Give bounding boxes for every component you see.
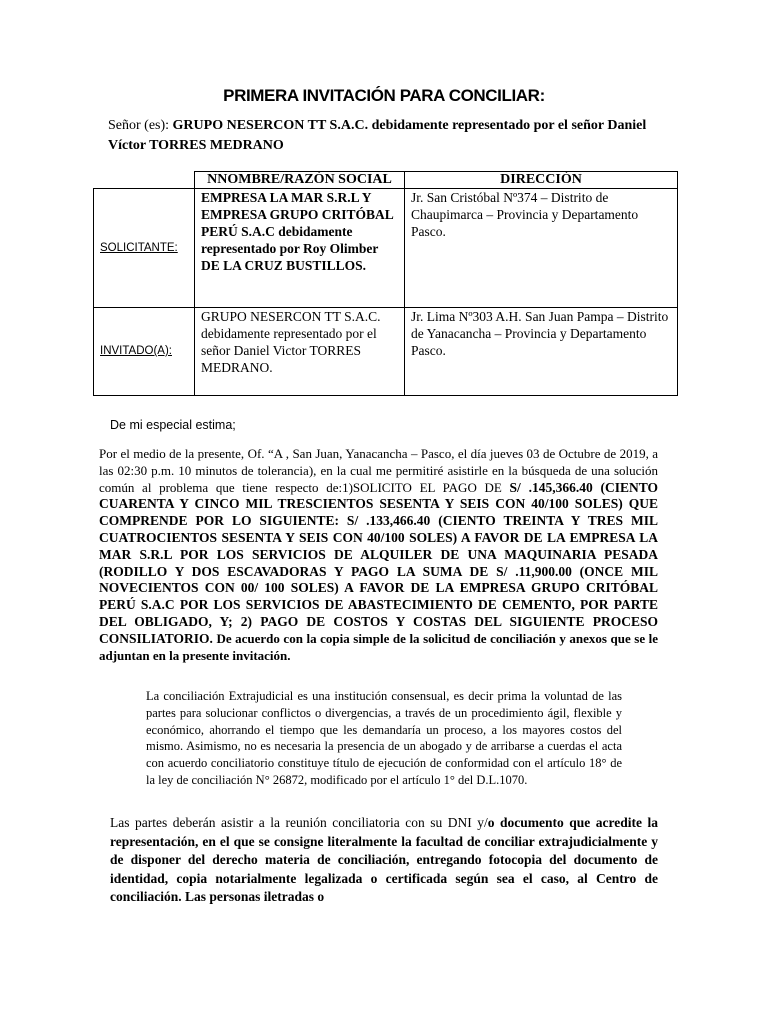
table-row (94, 189, 678, 308)
paragraph1-claim: S/ .145,366.40 (CIENTO CUARENTA Y CINCO MIL TRESCIENTOS SESENTA Y SEIS CON 40/100 SOLES) QUE COMPRENDE POR LO SIGUIENTE: S/ .133,466.40 (CIENTO TREINTA Y TRES MIL CUATROCIENTOS SESENTA Y SEIS CON 40/100 SOLES) A FAVOR DE LA EMPRESA LA MAR S.R.L POR LOS SERVICIOS DE ALQUILER DE UNA MAQUINARIA PESADA (RODILLO Y DOS ESCAVADORAS Y PAGO LA SUMA DE S/ .11,900.00 (ONCE MIL NOVECIENTOS CON 00/ 100 SOLES) A FAVOR DE LA EMPRESA GRUPO CRITÓBAL PERÚ S.A.C POR LOS SERVICIOS DE ABASTECIMIENTO DE CEMENTO, POR PARTE DEL OBLIGADO, Y; 2) PAGO DE COSTOS Y COSTAS DEL SIGUIENTE PROCESO CONSILIATORIO. (99, 479, 658, 646)
addressee-line (108, 116, 668, 156)
table-header-address: DIRECCIÓN (405, 172, 678, 189)
addressee-prefix: Señor (es): (108, 118, 173, 133)
row-label-solicitante: SOLICITANTE: (94, 189, 195, 308)
page-title: PRIMERA INVITACIÓN PARA CONCILIAR: (223, 86, 545, 105)
paragraph2-intro: Las partes deberán asistir a la reunión conciliatoria con su DNI y/ (110, 815, 488, 830)
paragraph2-bold: o documento que acredite la representación, en el que se consigne literalmente la facultad de conciliar extrajudicialmente y de disponer del derecho materia de conciliación, entregando fotocopia del documento de identidad, copia notarialmente legalizada o certificada según sea el caso, al Centro de conciliación. Las personas iletradas o (110, 815, 658, 905)
solicitante-address: Jr. San Cristóbal Nº374 – Distrito de Chaupimarca – Provincia y Departamento Pasco. (405, 189, 678, 308)
row-label-invitado: INVITADO(A): (94, 308, 195, 396)
table-header-blank (94, 172, 195, 189)
table-header-name: NNOMBRE/RAZÓN SOCIAL (195, 172, 405, 189)
table-row (94, 308, 678, 396)
paragraph1-closing: De acuerdo con la copia simple de la solicitud de conciliación y anexos que se le adjuntan en la presente invitación. (99, 630, 658, 663)
invitation-paragraph (99, 446, 658, 664)
addressee-name: GRUPO NESERCON TT S.A.C. debidamente representado por el señor Daniel Víctor TORRES MEDRANO (108, 118, 647, 153)
greeting: De mi especial estima; (110, 418, 236, 432)
solicitante-name: EMPRESA LA MAR S.R.L Y EMPRESA GRUPO CRITÓBAL PERÚ S.A.C debidamente representado por Roy Olimber DE LA CRUZ BUSTILLOS. (195, 189, 405, 308)
invitado-name: GRUPO NESERCON TT S.A.C. debidamente representado por el señor Daniel Victor TORRES MEDRANO. (195, 308, 405, 396)
parties-table (93, 171, 678, 396)
conciliation-quote: La conciliación Extrajudicial es una institución consensual, es decir prima la voluntad de las partes para solucionar conflictos o divergencias, a través de un procedimiento ágil, flexible y económico, ahorrando el tiempo que les demandaría un proceso, a los mayores costos del mismo. Asimismo, no es necesaria la presencia de un abogado y de arribarse a cuerdas el acta con acuerdo conciliatorio constituye título de ejecución de conformidad con el artículo 18° de la ley de conciliación N° 26872, modificado por el artículo 1° del D.L.1070. (146, 689, 622, 787)
table-header-row (94, 172, 678, 189)
invitado-address: Jr. Lima Nº303 A.H. San Juan Pampa – Distrito de Yanacancha – Provincia y Departamento Pasco. (405, 308, 678, 396)
attendance-paragraph (110, 814, 658, 907)
paragraph1-intro: Por el medio de la presente, Of. “A , San Juan, Yanacancha – Pasco, el día jueves 03 de Octubre de 2019, a las 02:30 p.m. 10 minutos de tolerancia), en la cual me permitiré asistirle en la búsqueda de una solución común al problema que tiene respecto de:1)SOLICITO EL PAGO DE (99, 446, 658, 495)
